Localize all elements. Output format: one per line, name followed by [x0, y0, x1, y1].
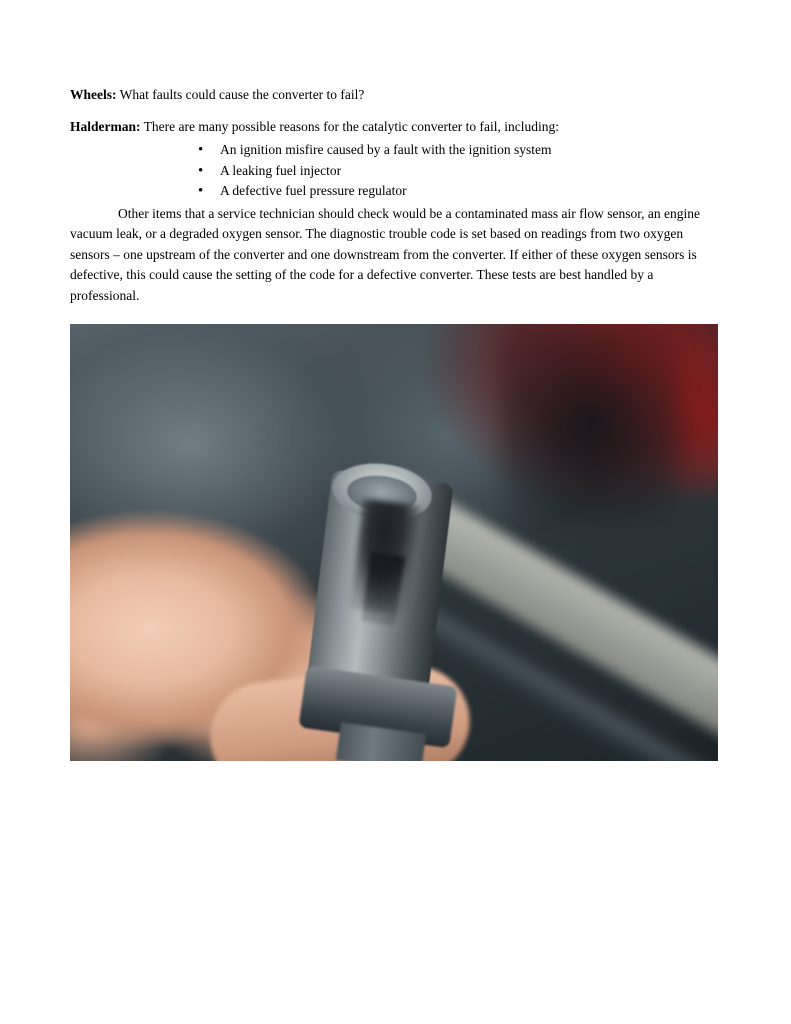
list-item-label: An ignition misfire caused by a fault with the ignition system: [220, 142, 552, 157]
bullet-icon: •: [198, 142, 204, 158]
list-item-label: A defective fuel pressure regulator: [220, 183, 407, 199]
speaker-label-halderman: Halderman:: [70, 118, 141, 134]
qa-block: [70, 88, 721, 133]
photo-dark-shadow: [500, 324, 680, 524]
qa-text-halderman: There are many possible reasons for the catalytic converter to fail, including:: [143, 118, 559, 134]
paragraph-spacer: [70, 102, 721, 120]
bullet-icon: •: [198, 183, 204, 200]
fault-list: [70, 140, 721, 202]
qa-line-halderman: [70, 120, 721, 134]
body-paragraph: Other items that a service technician should check would be a contaminated mass air flow sensor, an engine vacuum leak, or a degraded oxygen sensor. The diagnostic trouble code is set based on readings from two oxygen sensors – one upstream of the converter and one downstream from the converter. If either of these oxygen sensors is defective, this could cause the setting of the code for a defective converter. These tests are best handled by a professional.: [70, 205, 701, 304]
list-item-label: A leaking fuel injector: [220, 162, 342, 178]
list-item: [70, 181, 721, 202]
list-item: [70, 161, 721, 182]
photo-oxygen-sensor: [70, 324, 718, 761]
speaker-label-wheels: Wheels:: [70, 87, 117, 102]
bullet-icon: •: [198, 162, 204, 179]
qa-line-wheels: [70, 88, 721, 102]
qa-text-wheels: What faults could cause the converter to fail?: [119, 87, 365, 102]
list-item: [70, 140, 721, 161]
